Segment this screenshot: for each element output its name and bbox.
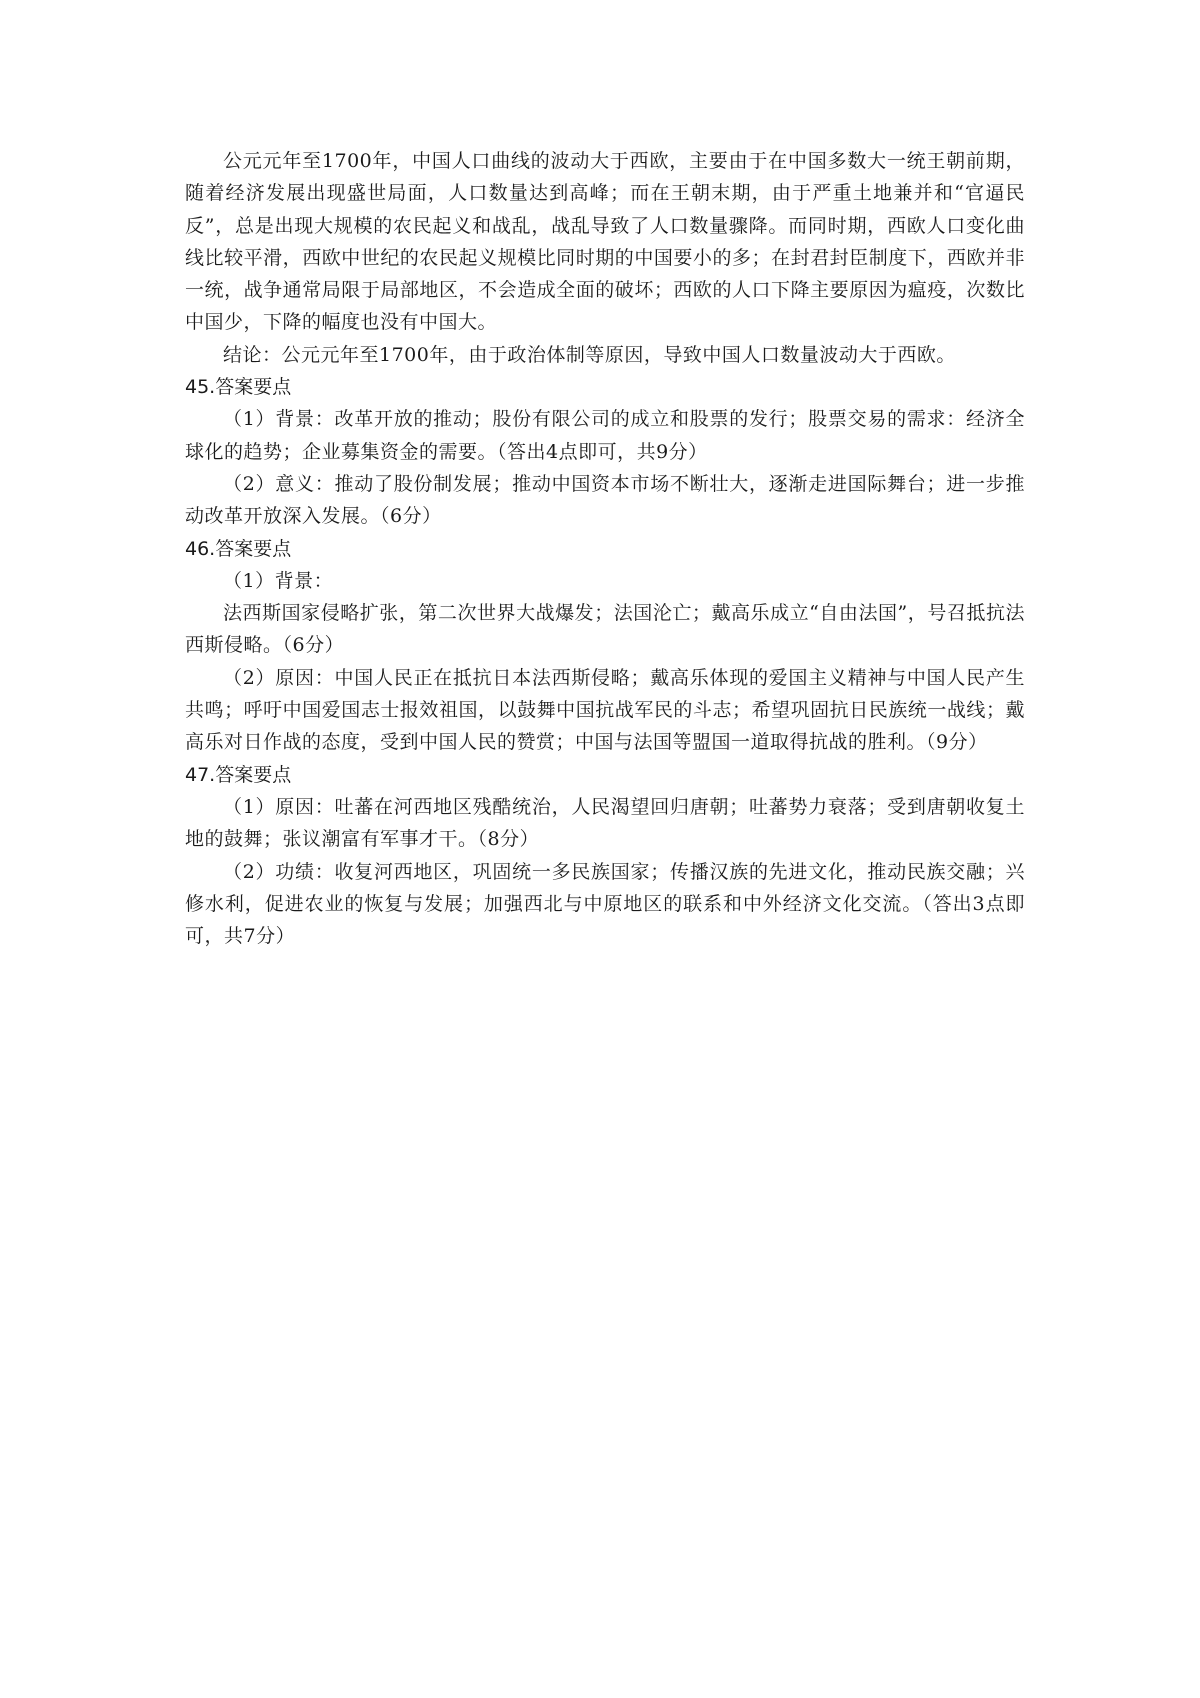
q47-reasons: （1）原因：吐蕃在河西地区残酷统治，人民渴望回归唐朝；吐蕃势力衰落；受到唐朝收复土地的鼓舞；张议潮富有军事才干。（8分） bbox=[185, 795, 1025, 851]
q46-reasons: （2）原因：中国人民正在抵抗日本法西斯侵略；戴高乐体现的爱国主义精神与中国人民产生共鸣；呼吁中国爱国志士报效祖国，以鼓舞中国抗战军民的斗志；希望巩固抗日民族统一战线；戴高乐对日作战的态度，受到中国人民的赞赏；中国与法国等盟国一道取得抗战的胜利。（9分） bbox=[185, 666, 1025, 754]
q46-background-label: （1）背景： bbox=[223, 569, 334, 592]
intro-conclusion: 结论：公元元年至1700年，由于政治体制等原因，导致中国人口数量波动大于西欧。 bbox=[223, 343, 956, 366]
q47-achievements: （2）功绩：收复河西地区，巩固统一多民族国家；传播汉族的先进文化，推动民族交融；兴修水利，促进农业的恢复与发展；加强西北与中原地区的联系和中外经济文化交流。（答出3点即可，共7分） bbox=[185, 860, 1025, 948]
answer-key-content bbox=[185, 145, 1025, 952]
q47-heading: 47.答案要点 bbox=[185, 763, 292, 786]
intro-paragraph: 公元元年至1700年，中国人口曲线的波动大于西欧，主要由于在中国多数大一统王朝前期，随着经济发展出现盛世局面，人口数量达到高峰；而在王朝末期，由于严重土地兼并和“官逼民反”，总是出现大规模的农民起义和战乱，战乱导致了人口数量骤降。而同时期，西欧人口变化曲线比较平滑，西欧中世纪的农民起义规模比同时期的中国要小的多；在封君封臣制度下，西欧并非一统，战争通常局限于局部地区，不会造成全面的破坏；西欧的人口下降主要原因为瘟疫，次数比中国少，下降的幅度也没有中国大。 bbox=[185, 150, 1025, 334]
q45-heading: 45.答案要点 bbox=[185, 376, 292, 399]
q46-background: 法西斯国家侵略扩张，第二次世界大战爆发；法国沦亡；戴高乐成立“自由法国”，号召抵抗法西斯侵略。（6分） bbox=[185, 602, 1025, 657]
q45-background: （1）背景：改革开放的推动；股份有限公司的成立和股票的发行；股票交易的需求：经济全球化的趋势；企业募集资金的需要。（答出4点即可，共9分） bbox=[185, 408, 1025, 463]
q46-heading: 46.答案要点 bbox=[185, 537, 292, 560]
q45-significance: （2）意义：推动了股份制发展；推动中国资本市场不断壮大，逐渐走进国际舞台；进一步推动改革开放深入发展。（6分） bbox=[185, 472, 1025, 528]
